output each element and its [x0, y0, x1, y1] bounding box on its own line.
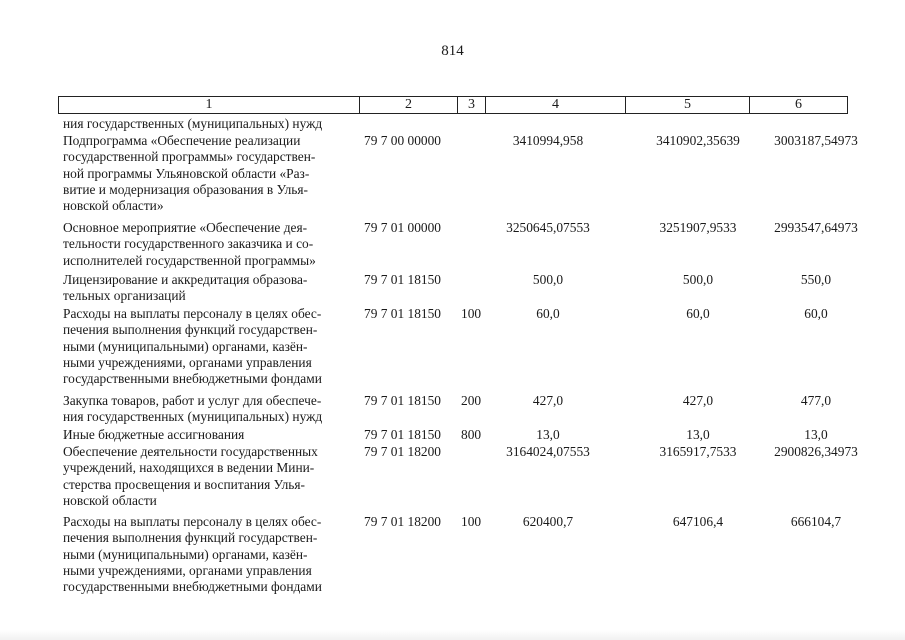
header-col-5: 5: [626, 97, 750, 113]
row-code: 79 7 01 18150: [364, 393, 441, 408]
row-value-2: 60,0: [686, 306, 710, 321]
row-code: 79 7 01 18150: [364, 272, 441, 287]
row-value-1: 500,0: [532, 272, 564, 287]
row-value-2: 3165917,7533: [659, 444, 737, 459]
row-value-3: 550,0: [800, 272, 832, 287]
row-value-2: 13,0: [686, 427, 710, 442]
row-value-2: 647106,4: [672, 514, 724, 529]
row-value-1: 3164024,07553: [506, 444, 590, 459]
row-code: 79 7 01 18150: [364, 427, 441, 442]
row-type: 200: [461, 393, 482, 408]
table-header: [58, 96, 848, 114]
row-value-3: 60,0: [804, 306, 828, 321]
row-description: Подпрограмма «Обеспечение реализации государственной программы» государствен- ной программы Ульяновской области «Раз- витие и модернизация образования в Улья- новской области»: [63, 133, 316, 214]
row-description: Лицензирование и аккредитация образова- тельных организаций: [63, 272, 308, 304]
scan-edge: [0, 630, 905, 640]
row-value-3: 3003187,54973: [774, 133, 858, 148]
row-code: 79 7 01 18200: [364, 514, 441, 529]
row-description: Расходы на выплаты персоналу в целях обес- печения выполнения функций государствен- ными (муниципальными) органами, казён- ными учреждениями, органами управления государственными внебюджетными фондами: [63, 514, 322, 595]
header-col-2: 2: [360, 97, 458, 113]
row-value-1: 3410994,958: [512, 133, 584, 148]
row-type: 100: [461, 306, 482, 321]
row-value-3: 2900826,34973: [774, 444, 858, 459]
row-code: 79 7 01 18150: [364, 306, 441, 321]
row-description: Расходы на выплаты персоналу в целях обес- печения выполнения функций государствен- ными (муниципальными) органами, казён- ными учреждениями, органами управления государственными внебюджетными фондами: [63, 306, 322, 387]
row-value-2: 3251907,9533: [659, 220, 737, 235]
row-type: 800: [461, 427, 482, 442]
row-description: Закупка товаров, работ и услуг для обеспече- ния государственных (муниципальных) нужд: [63, 393, 323, 425]
row-value-2: 427,0: [682, 393, 714, 408]
row-description: Иные бюджетные ассигнования: [63, 427, 245, 442]
header-col-6: 6: [795, 97, 802, 112]
row-value-1: 3250645,07553: [506, 220, 590, 235]
row-code: 79 7 01 00000: [364, 220, 441, 235]
row-value-3: 477,0: [800, 393, 832, 408]
page-number: 814: [441, 43, 464, 59]
row-value-3: 13,0: [804, 427, 828, 442]
row-code: 79 7 00 00000: [364, 133, 441, 148]
row-code: 79 7 01 18200: [364, 444, 441, 459]
row-value-1: 60,0: [536, 306, 560, 321]
row-value-1: 427,0: [532, 393, 564, 408]
row-description: Основное мероприятие «Обеспечение дея- тельности государственного заказчика и со- исполнителей государственной программы»: [63, 220, 316, 268]
row-description: Обеспечение деятельности государственных учреждений, находящихся в ведении Мини- стерства просвещения и воспитания Улья- новской области: [63, 444, 318, 508]
header-col-3: 3: [458, 97, 486, 113]
row-description: ния государственных (муниципальных) нужд: [63, 116, 323, 131]
row-type: 100: [461, 514, 482, 529]
row-value-1: 620400,7: [522, 514, 574, 529]
row-value-3: 666104,7: [790, 514, 842, 529]
row-value-2: 500,0: [682, 272, 714, 287]
row-value-1: 13,0: [536, 427, 560, 442]
row-value-3: 2993547,64973: [774, 220, 858, 235]
header-col-4: 4: [486, 97, 626, 113]
header-col-1: 1: [59, 97, 360, 113]
row-value-2: 3410902,35639: [656, 133, 740, 148]
